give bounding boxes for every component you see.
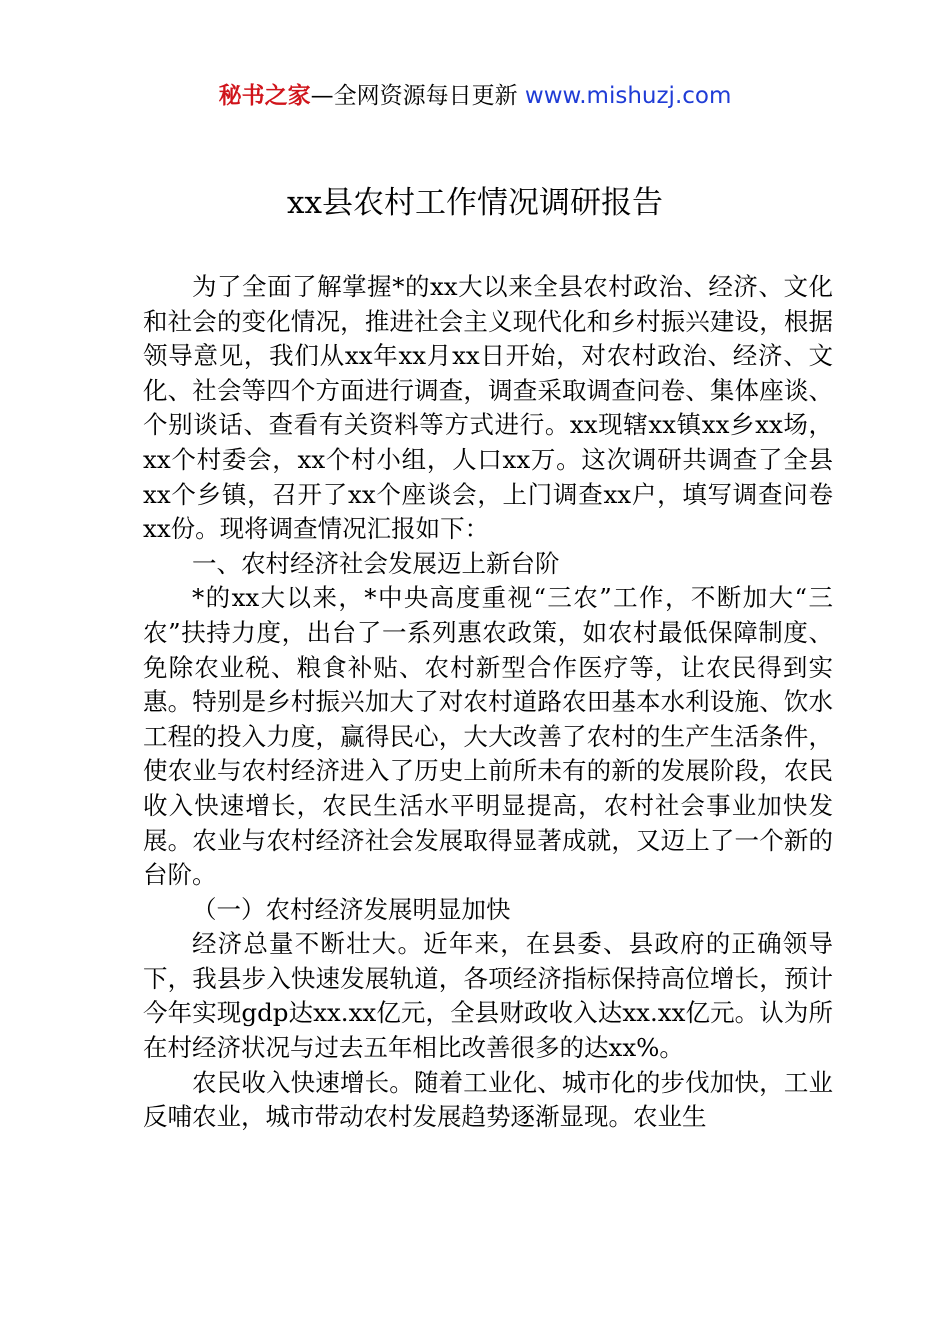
subsection-heading-1: （一）农村经济发展明显加快 <box>192 894 511 924</box>
site-brand: 秘书之家 <box>218 83 311 109</box>
site-header <box>0 80 950 112</box>
paragraph-intro: 为了全面了解掌握*的xx大以来全县农村政治、经济、文化和社会的变化情况，推进社会主义现代化和乡村振兴建设，根据领导意见，我们从xx年xx月xx日开始，对农村政治、经济、文化、社会等四个方面进行调查，调查采取调查问卷、集体座谈、个别谈话、查看有关资料等方式进行。xx现辖xx镇xx乡xx场，xx个村委会，xx个村小组，人口xx万。这次调研共调查了全县xx个乡镇，召开了xx个座谈会，上门调查xx户，填写调查问卷xx份。现将调查情况汇报如下： <box>143 272 833 544</box>
document-title: xx县农村工作情况调研报告 <box>287 185 663 221</box>
document-body <box>143 270 833 1135</box>
site-tagline: —全网资源每日更新 <box>310 83 518 109</box>
section-heading-1: 一、农村经济社会发展迈上新台阶 <box>192 548 560 578</box>
site-url-link[interactable]: www.mishuzj.com <box>524 83 732 109</box>
paragraph-overview: *的xx大以来，*中央高度重视“三农”工作，不断加大“三农”扶持力度，出台了一系列惠农政策，如农村最低保障制度、免除农业税、粮食补贴、农村新型合作医疗等，让农民得到实惠。特别是乡村振兴加大了对农村道路农田基本水利设施、饮水工程的投入力度，赢得民心，大大改善了农村的生产生活条件，使农业与农村经济进入了历史上前所未有的新的发展阶段，农民收入快速增长，农民生活水平明显提高，农村社会事业加快发展。农业与农村经济社会发展取得显著成就，又迈上了一个新的台阶。 <box>143 583 833 890</box>
paragraph-economy: 经济总量不断壮大。近年来，在县委、县政府的正确领导下，我县步入快速发展轨道，各项经济指标保持高位增长，预计今年实现gdp达xx.xx亿元，全县财政收入达xx.xx亿元。认为所在村经济状况与过去五年相比改善很多的达xx%。 <box>143 929 833 1063</box>
paragraph-income: 农民收入快速增长。随着工业化、城市化的步伐加快，工业反哺农业，城市带动农村发展趋势逐渐显现。农业生 <box>143 1067 833 1132</box>
